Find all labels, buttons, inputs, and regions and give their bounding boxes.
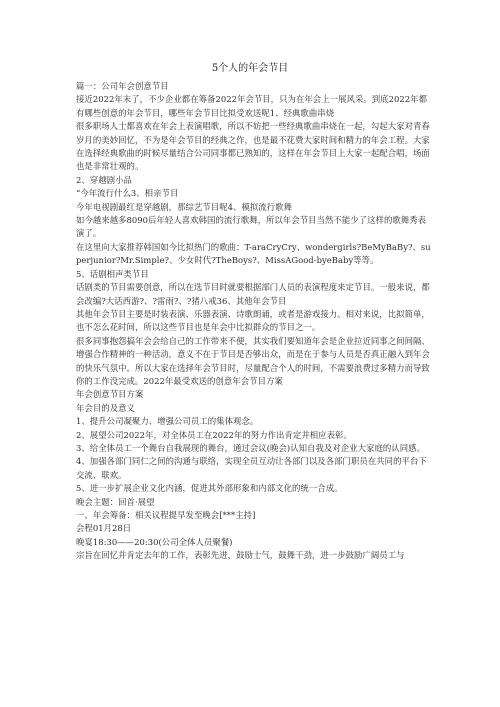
paragraph-12: 很多同事抱怨搞年会会给自己的工作带来不便，其实我们要知道年会是企业拉近同事之间间隔、增强合作精神的一种活动，意义不在于节目是否够出众，而是在于参与人员是否真正融入到年会的快乐气氛中。所以大家在选择年会节目时，尽量配合个人的时间，不需要浪费过多精力而导致你的工作没完成。2022年最受欢送的创意年会节目方案 bbox=[76, 335, 430, 386]
paragraph-16: 2、展望公司2022年，对全体员工在2022年的努力作出肯定并相应表彰。 bbox=[76, 429, 352, 440]
paragraph-9: 5、话剧相声类节目 bbox=[76, 268, 149, 279]
paragraph-14: 年会目的及意义 bbox=[76, 402, 135, 413]
paragraph-10: 话剧类的节目需要创意，所以在选节目时就要根据部门人员的表演程度来定节目。一般来说，都会改编?大话西游?、?雷雨?、?猪八戒36、其他年会节目 bbox=[76, 282, 430, 306]
paragraph-2: 接近2022年末了，不少企业都在筹备2022年会节目，只为在年会上一展风采。到底2022年都有哪些创意的年会节目，哪些年会节目比拟受欢送呢1、经典歌曲串烧 bbox=[76, 94, 427, 118]
paragraph-23: 晚宴18:30——20:30(公司全体人员聚餐) bbox=[76, 536, 233, 547]
paragraph-8: 在这里向大家推荐韩国如今比拟热门的歌曲：T-araCryCry、wondergirls?BeMyBaBy?、superjunior?Mr.Simple?、少女时代?TheBoys?、MissAGood-byeBaby等等。 bbox=[76, 241, 431, 266]
paragraph-19: 5、进一步扩展企业文化内涵，促进其外部形象和内部文化的统一合成。 bbox=[76, 483, 343, 494]
paragraph-5: “今年流行什么3、相亲节目 bbox=[76, 188, 179, 199]
paragraph-11: 其他年会节目主要是时装表演、乐器表演、诗歌朗诵，或者是游戏接力。相对来说，比拟简单，也不怎么花时间，所以这些节目也是年会中比拟群众的节目之一。 bbox=[76, 308, 430, 333]
paragraph-17: 3、给全体员工一个舞台自我展现的舞台，通过会议(晚会)认知自我及对企业大家庭的认同感。 bbox=[76, 442, 426, 453]
paragraph-7: 如今越来越多8090后年轻人喜欢韩国的流行歌舞，所以年会节目当然不能少了这样的歌舞秀表演了。 bbox=[76, 215, 427, 239]
paragraph-15: 1、提升公司凝聚力、增强公司员工的集体观念。 bbox=[76, 416, 259, 427]
paragraph-4: 2、穿越剧小品 bbox=[76, 174, 132, 185]
paragraph-3: 很多职场人士都喜欢在年会上表演唱歌，所以不妨把一些经典歌曲串烧在一起，勾起大家对青春岁月的美妙回忆，不为是年会节目的经典之作，也是最不花费大家时间和精力的年会工程。大家在选择经典歌曲的时候尽量结合公司同事都已熟知的，这样在年会节目上大家一起配合唱，场面也是非常壮观的。 bbox=[76, 121, 430, 172]
paragraph-6: 今年电视剧最红是穿越剧，那综艺节目呢4、模拟流行歌舞 bbox=[76, 201, 293, 212]
document-title: 5个人的年会节目 bbox=[211, 63, 289, 74]
paragraph-18: 4、加强各部门同仁之间的沟通与联络，实现全员互动让各部门以及各部门职员在共同的平台下交流、联欢。 bbox=[76, 456, 427, 480]
paragraph-22: 会程01月28日 bbox=[76, 523, 132, 534]
paragraph-24: 宗旨在回忆并肯定去年的工作，表彰先进，鼓励士气，鼓舞干劲，进一步鼓励广阔员工与 bbox=[76, 550, 405, 561]
document-body bbox=[76, 80, 432, 563]
paragraph-13: 年会创意节目方案 bbox=[76, 389, 144, 400]
paragraph-20: 晚会主题：回首·展望 bbox=[76, 496, 155, 507]
paragraph-21: 一、年会筹备：相关议程提早发至晚会[***主持] bbox=[76, 510, 256, 520]
paragraph-1: 篇一：公司年会创意节目 bbox=[76, 81, 169, 91]
